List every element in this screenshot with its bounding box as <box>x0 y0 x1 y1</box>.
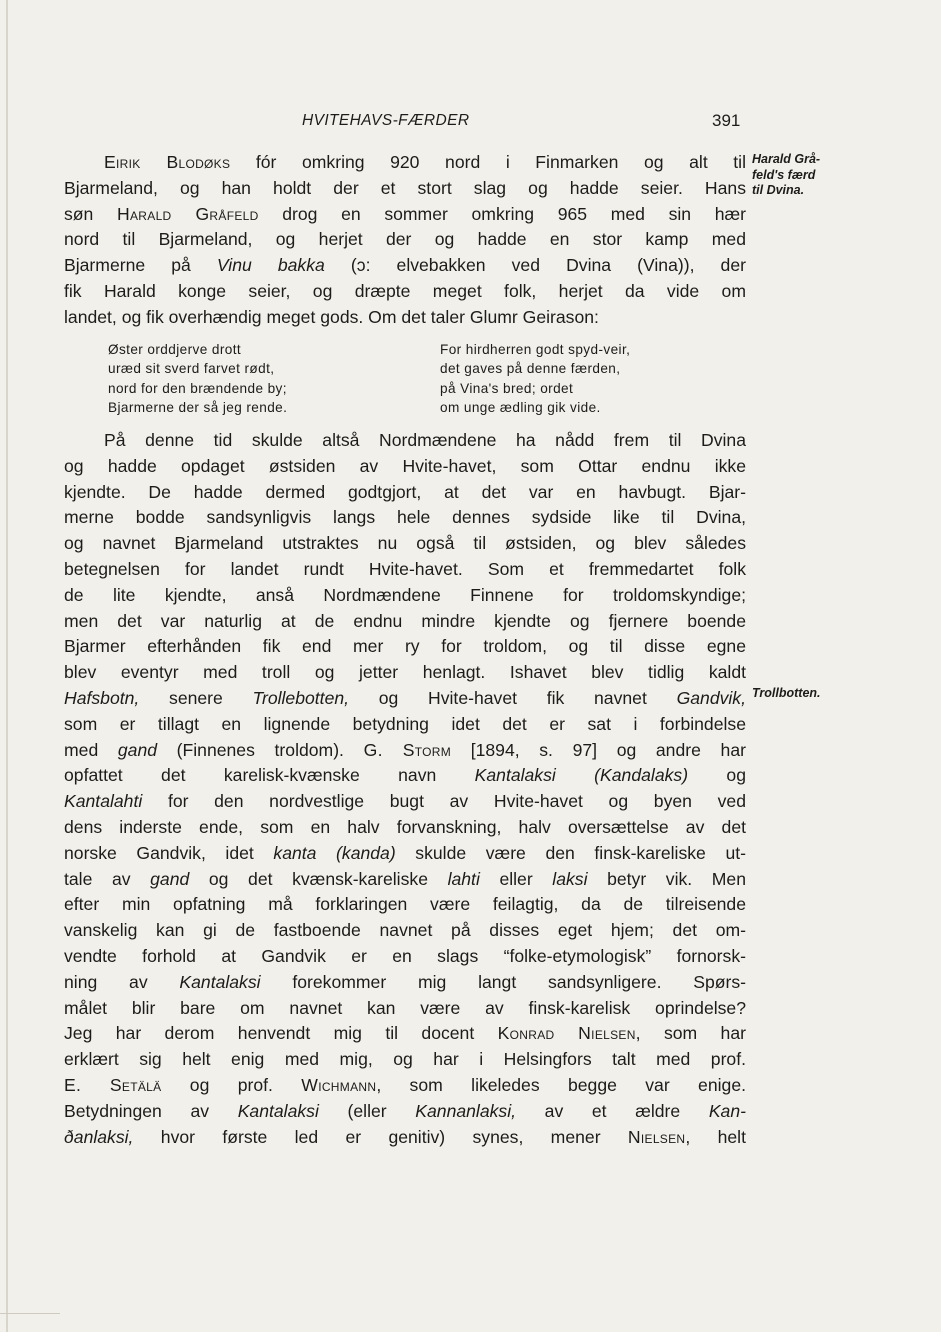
text-run: av et ældre <box>516 1100 709 1121</box>
text-run: , som likeledes begge var enige. <box>376 1074 746 1095</box>
text-line <box>64 660 746 686</box>
poem-line: nord for den brændende by; <box>108 380 287 396</box>
text-run: og Hvite-havet fik navnet <box>349 687 677 708</box>
text-run: tale av <box>64 868 151 889</box>
poem-line: uræd sit sverd farvet rødt, <box>108 361 275 377</box>
text-line <box>64 480 746 506</box>
text-run: for den nordvestlige bugt av Hvite-havet og byen ved <box>142 791 746 812</box>
small-caps-name: Nielsen <box>627 1126 686 1147</box>
page-edge-rule <box>0 1313 60 1314</box>
text-run: med <box>64 739 118 760</box>
text-line <box>64 305 746 331</box>
text-run: [1894, s. 97] og andre har <box>451 739 746 760</box>
text-line <box>64 841 746 867</box>
text-line <box>64 634 746 660</box>
small-caps-name: Harald Gråfeld <box>116 203 259 224</box>
text-line <box>64 892 746 918</box>
text-line <box>64 763 746 789</box>
text-run: Jeg har derom henvendt mig til docent <box>64 1023 498 1044</box>
text-line <box>64 202 746 228</box>
text-run: vendte forhold at Gandvik er en slags “folke-etymologisk” fornorsk- <box>64 945 746 966</box>
italic-term: Trollebotten, <box>252 687 350 708</box>
poem-left-stanza <box>108 340 287 417</box>
text-run: betegnelsen for landet rundt Hvite-havet. Som et fremmedartet folk <box>64 558 746 579</box>
text-run: , helt <box>685 1126 746 1147</box>
text-run: skulde være den finsk-kareliske ut- <box>395 842 746 863</box>
page-edge <box>6 0 8 1332</box>
text-run: , som har <box>635 1023 746 1044</box>
text-run: fik Harald konge seier, og dræpte meget folk, herjet da vide om <box>64 280 746 301</box>
italic-term: Kantalaksi (Kandalaks) <box>474 765 689 786</box>
text-line <box>64 531 746 557</box>
italic-term: Kan- <box>708 1100 746 1121</box>
page-number: 391 <box>712 111 741 130</box>
text-line <box>64 996 746 1022</box>
text-line <box>64 176 746 202</box>
italic-term: Vinu bakka <box>216 255 325 276</box>
text-line <box>64 253 746 279</box>
text-run: eller <box>479 868 553 889</box>
text-run: og hadde opdaget østsiden av Hvite-havet, som Ottar endnu ikke <box>64 455 746 476</box>
small-caps-name: Konrad Nielsen <box>497 1023 636 1044</box>
text-run: og prof. <box>161 1074 302 1095</box>
paragraph-2 <box>64 428 746 1150</box>
text-run: opfattet det karelisk-kvænske navn <box>64 765 475 786</box>
text-line <box>64 815 746 841</box>
small-caps-name: G. Storm <box>363 739 452 760</box>
paragraph-1 <box>64 150 746 331</box>
italic-term: Kantalaksi <box>237 1100 319 1121</box>
text-run: (Finnenes troldom). <box>157 739 364 760</box>
poem-line: om unge ædling gik vide. <box>440 399 601 415</box>
text-line <box>64 150 746 176</box>
text-line <box>64 712 746 738</box>
text-run: norske Gandvik, idet <box>64 842 274 863</box>
margin-note-line: Trollbotten. <box>752 686 821 700</box>
text-line <box>64 1125 746 1151</box>
margin-note-line: feld's færd <box>752 167 816 182</box>
text-run: og navnet Bjarmeland utstraktes nu også til østsiden, og blev således <box>64 533 746 554</box>
text-run: forekommer mig langt sandsynligere. Spørs- <box>260 971 746 992</box>
text-run: vanskelig kan gi de fastboende navnet på disses eget hjem; det om- <box>64 920 746 941</box>
small-caps-name: Wichmann <box>301 1074 377 1095</box>
italic-term: Kantalaksi <box>179 971 261 992</box>
text-run: efter min opfatning må forklaringen være feilagtig, da de tilreisende <box>64 894 746 915</box>
italic-term: ðanlaksi, <box>64 1126 134 1147</box>
text-run: men det var naturlig at de endnu mindre kjendte og fjernere boende <box>64 610 746 631</box>
text-run: og det kvænsk-kareliske <box>189 868 448 889</box>
text-line <box>64 944 746 970</box>
text-line <box>64 918 746 944</box>
text-line <box>64 1099 746 1125</box>
text-run: blev eventyr med troll og jetter henlagt. Ishavet blev tidlig kaldt <box>64 662 746 683</box>
text-run: Betydningen av <box>64 1100 238 1121</box>
italic-term: Kantalahti <box>64 791 143 812</box>
text-line <box>64 1073 746 1099</box>
text-run: fór omkring 920 nord i Finmarken og alt til <box>230 152 746 172</box>
text-run: kjendte. De hadde dermed godtgjort, at det var en havbugt. Bjar- <box>64 481 746 502</box>
text-line <box>64 454 746 480</box>
poem-line: på Vina's bred; ordet <box>440 380 574 396</box>
italic-term: kanta (kanda) <box>273 842 396 863</box>
text-line <box>64 970 746 996</box>
text-line <box>64 557 746 583</box>
italic-term: gand <box>117 739 158 760</box>
text-run: ning av <box>64 971 180 992</box>
text-line <box>64 738 746 764</box>
text-run: som er tillagt en lignende betydning idet det er sat i forbindelse <box>64 713 746 734</box>
poem-line: Bjarmerne der så jeg rende. <box>108 399 288 415</box>
text-run: Bjarmeland, og han holdt der et stort slag og hadde seier. Hans <box>64 177 746 198</box>
text-line <box>64 583 746 609</box>
text-run: erklært sig helt enig med mig, og har i Helsingfors talt med prof. <box>64 1049 746 1070</box>
italic-term: Gandvik, <box>676 687 746 708</box>
text-line <box>64 279 746 305</box>
text-line <box>64 428 746 454</box>
text-run: På denne tid skulde altså Nordmændene ha nådd frem til Dvina <box>104 430 746 450</box>
margin-note-line: Harald Grå- <box>752 152 821 166</box>
text-line <box>64 609 746 635</box>
margin-note-trollbotten <box>752 686 821 702</box>
text-run: Bjarmerne på <box>64 255 217 276</box>
margin-note-harald <box>752 152 820 199</box>
running-title: HVITEHAVS-FÆRDER <box>302 112 470 129</box>
text-line <box>64 227 746 253</box>
text-run: merne bodde sandsynligvis langs hele dennes sydside like til Dvina, <box>64 507 746 528</box>
text-line <box>64 867 746 893</box>
small-caps-name: E. Setälä <box>64 1074 162 1095</box>
text-line <box>64 505 746 531</box>
text-line <box>64 686 746 712</box>
text-run: senere <box>139 687 253 708</box>
text-run: søn <box>64 203 117 224</box>
margin-note-line: til Dvina. <box>752 183 805 197</box>
italic-term: Kannanlaksi, <box>415 1100 517 1121</box>
italic-term: gand <box>150 868 190 889</box>
text-run: drog en sommer omkring 965 med sin hær <box>258 203 747 224</box>
text-run: landet, og fik overhændig meget gods. Om det taler Glumr Geirason: <box>64 306 599 327</box>
text-run: de lite kjendte, anså Nordmændene Finnene for troldomskyndige; <box>64 584 746 605</box>
italic-term: lahti <box>447 868 480 889</box>
poem-right-stanza <box>440 340 630 417</box>
text-run: og <box>688 765 746 786</box>
text-line <box>64 1047 746 1073</box>
text-run: Bjarmer efterhånden fik end mer ry for troldom, og til disse egne <box>64 636 746 657</box>
poem-line: For hirdherren godt spyd-veir, <box>440 342 631 357</box>
italic-term: Hafsbotn, <box>64 687 140 708</box>
small-caps-name: Eirik Blodøks <box>104 152 231 172</box>
text-run: hvor første led er genitiv) synes, mener <box>133 1126 628 1147</box>
poem-line: det gaves på denne færden, <box>440 361 621 377</box>
text-run: (eller <box>318 1100 416 1121</box>
italic-term: laksi <box>552 868 588 889</box>
text-run: dens inderste ende, som en halv forvanskning, halv oversættelse av det <box>64 816 746 837</box>
text-run: nord til Bjarmeland, og herjet der og hadde en stor kamp med <box>64 229 746 250</box>
poem-line: Øster orddjerve drott <box>108 342 242 357</box>
text-run: målet blir bare om navnet kan være av finsk-karelisk oprindelse? <box>64 997 746 1018</box>
text-line <box>64 789 746 815</box>
text-run: betyr vik. Men <box>587 868 746 889</box>
text-line <box>64 1021 746 1047</box>
text-run: (ɔ: elvebakken ved Dvina (Vina)), der <box>324 255 746 276</box>
